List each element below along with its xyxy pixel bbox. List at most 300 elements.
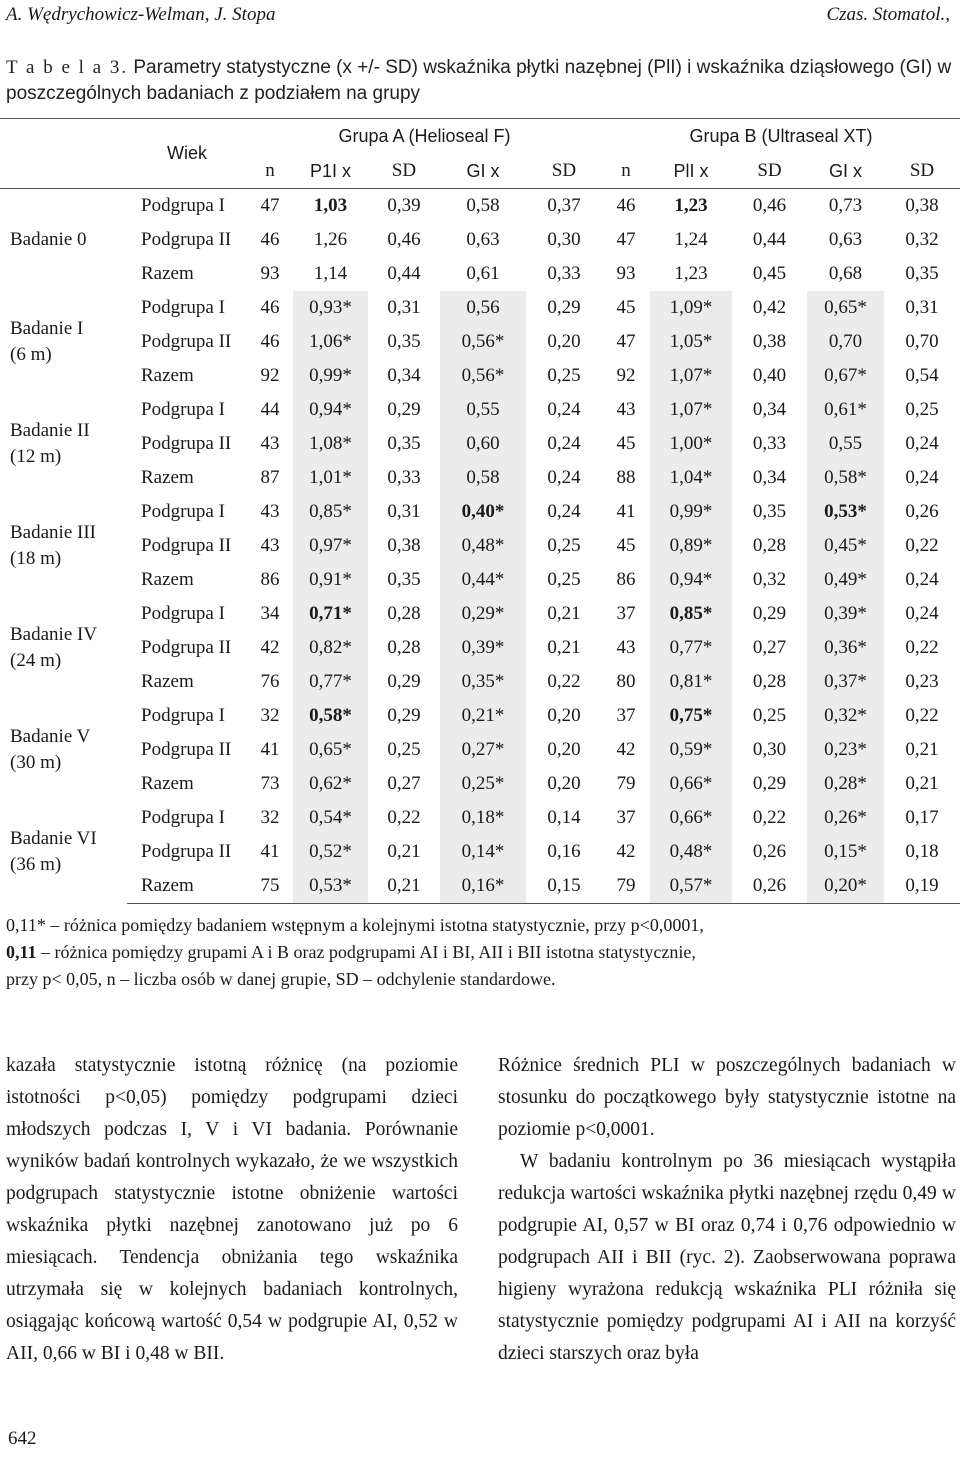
table-cell: 0,18 (905, 841, 939, 862)
table-cell: 0,26 (905, 501, 939, 522)
study-label (0, 291, 127, 393)
table-cell: 0,63 (466, 229, 500, 250)
table-cell: 1,23 (674, 195, 708, 216)
table-cell: 43 (260, 501, 280, 522)
subgroup-name: Podgrupa II (141, 229, 232, 250)
table-cell: 0,32* (807, 699, 884, 733)
table-row (0, 563, 960, 597)
subgroup-name: Podgrupa I (141, 807, 225, 828)
subgroup-name: Podgrupa I (141, 501, 225, 522)
study-label (0, 393, 127, 495)
table-cell: 0,75* (650, 699, 732, 733)
table-cell: 0,53* (293, 869, 368, 904)
left-paragraph: kazała statystycznie istotną różnicę (na poziomie istotności p<0,05) pomiędzy podgrupami dzieci młodszych podczas I, V i VI badania. Porównanie wyników badań kontrolnych wykazało, że we wszystkich podgrupach statystycznie istotne obniżenie wartości wskaźnika płytki nazębnej zanotowano już po 6 miesiącach. Tendencja obniżania tego wskaźnika utrzymała się w kolejnych badaniach kontrolnych, osiągając końcową wartość 0,54 w podgrupie AI, 0,52 w AII, 0,66 w BI i 0,48 w BII. (6, 1055, 458, 1364)
table-cell: 0,24 (905, 467, 939, 488)
study-label (0, 495, 127, 597)
table-cell: 42 (616, 841, 636, 862)
table-cell: 0,21 (547, 637, 581, 658)
table-cell: 0,66* (650, 801, 732, 835)
table-cell: 0,15* (807, 835, 884, 869)
table-cell: 0,27* (440, 733, 526, 767)
table-cell: 46 (616, 195, 636, 216)
table-cell: 0,15 (526, 869, 602, 904)
study-label (0, 597, 127, 699)
table-cell: 0,21 (905, 773, 939, 794)
table-cell: 1,01* (293, 461, 368, 495)
table-cell: 0,22 (905, 705, 939, 726)
study-label-line: Badanie II (10, 420, 90, 441)
table-cell: 0,22 (905, 637, 939, 658)
study-label-line: (6 m) (10, 344, 52, 365)
table-cell: 0,56* (440, 359, 526, 393)
table-cell: 0,39* (807, 597, 884, 631)
table-cell: 45 (616, 297, 636, 318)
table-cell: 0,16* (440, 869, 526, 904)
table-row (0, 325, 960, 359)
table-cell: 0,20 (547, 739, 581, 760)
table-cell: 0,27 (752, 637, 787, 658)
subgroup-name: Podgrupa II (141, 739, 232, 760)
table-cell: 0,22 (387, 807, 421, 828)
table-cell: 75 (247, 869, 293, 904)
study-label-line: Badanie IV (10, 624, 98, 645)
table-cell: 0,56* (440, 325, 526, 359)
footnote-1: 0,11* – różnica pomiędzy badaniem wstępnym a kolejnymi istotna statystycznie, przy p<0,0001, (6, 915, 704, 935)
table-cell: 0,73 (828, 195, 863, 216)
table-cell: 0,61 (466, 263, 500, 284)
table-cell: 0,38 (905, 195, 939, 216)
table-cell: 0,48* (440, 529, 526, 563)
table-cell: 0,32 (905, 229, 939, 250)
table-cell: 80 (616, 671, 636, 692)
subgroup-name: Podgrupa I (141, 603, 225, 624)
table-cell: 0,24 (547, 501, 581, 522)
table-cell: 0,33 (752, 433, 787, 454)
subgroup-name: Podgrupa II (141, 841, 232, 862)
table-cell: 0,54* (293, 801, 368, 835)
table-row (0, 257, 960, 291)
table-row (0, 223, 960, 257)
running-header-journal: Czas. Stomatol., (826, 4, 950, 25)
table-row (0, 665, 960, 699)
table-cell: 0,81* (650, 665, 732, 699)
table-cell: 0,85* (650, 597, 732, 631)
table-cell: 0,24 (547, 467, 581, 488)
table-cell: 46 (260, 229, 280, 250)
table-cell: 0,20 (547, 331, 581, 352)
study-label (0, 801, 127, 904)
table-cell: 1,23 (674, 263, 708, 284)
study-label-line: Badanie VI (10, 828, 97, 850)
table-cell: 0,94* (650, 563, 732, 597)
table-cell: 46 (260, 297, 280, 318)
table-row (0, 801, 960, 835)
subgroup-name: Podgrupa II (141, 433, 232, 454)
table-cell: 0,57* (650, 869, 732, 904)
table-cell: 0,91* (293, 563, 368, 597)
footnote-3: przy p< 0,05, n – liczba osób w danej grupie, SD – odchylenie standardowe. (6, 969, 556, 989)
table-cell: 41 (260, 841, 280, 862)
table-cell: 0,14 (547, 807, 581, 828)
table-cell: 0,65* (293, 733, 368, 767)
table-cell: 92 (260, 365, 280, 386)
table-cell: 47 (616, 229, 636, 250)
table-cell: 32 (260, 807, 280, 828)
table-cell: 88 (616, 467, 636, 488)
running-header-authors: A. Wędrychowicz-Welman, J. Stopa (6, 4, 276, 25)
table-cell: 0,30 (752, 739, 787, 760)
table-cell: 0,60 (440, 427, 526, 461)
table-row (0, 393, 960, 427)
table-row (0, 529, 960, 563)
study-label-line: (18 m) (10, 548, 62, 569)
table-row (0, 461, 960, 495)
table-cell: 1,14 (313, 263, 348, 284)
table-cell: 0,33 (387, 467, 421, 488)
table-cell: 1,07* (650, 359, 732, 393)
table-cell: 0,53* (807, 495, 884, 529)
table-cell: 0,26* (807, 801, 884, 835)
table-cell: 76 (260, 671, 280, 692)
table-cell: 0,28 (752, 535, 787, 556)
table-cell: 0,52* (293, 835, 368, 869)
table-cell: 0,30 (547, 229, 581, 250)
table-cell: 1,00* (650, 427, 732, 461)
table-cell: 0,23 (905, 671, 939, 692)
table-cell: 0,31 (905, 297, 939, 318)
subgroup-name: Podgrupa I (141, 705, 225, 726)
table-cell: 44 (260, 399, 280, 420)
table-cell: 93 (260, 263, 280, 284)
subgroup-name: Podgrupa I (141, 195, 225, 216)
table-cell: 0,36* (807, 631, 884, 665)
column-header: GI x (440, 154, 526, 189)
column-header: SD (732, 154, 807, 189)
table-cell: 0,54 (905, 365, 939, 386)
table-row (0, 699, 960, 733)
table-row (0, 767, 960, 801)
table-cell: 0,29* (440, 597, 526, 631)
study-label-line: Badanie V (10, 726, 91, 747)
table-cell: 0,26 (732, 869, 807, 904)
table-row (0, 733, 960, 767)
table-cell: 42 (260, 637, 280, 658)
footnote-2-text: – różnica pomiędzy grupami A i B oraz podgrupami AI i BI, AII i BII istotna statystycznie, (36, 942, 696, 962)
study-label-line: (36 m) (10, 854, 62, 876)
study-label-line: (24 m) (10, 650, 62, 671)
table-cell: 0,35 (905, 263, 939, 284)
table-cell: 0,44 (387, 263, 421, 284)
table-cell: 0,35 (387, 433, 421, 454)
table-cell: 0,45* (807, 529, 884, 563)
table-cell: 32 (260, 705, 280, 726)
table-cell: 0,35 (387, 569, 421, 590)
table-cell: 0,39 (387, 195, 421, 216)
table-cell: 45 (616, 433, 636, 454)
column-header: SD (884, 154, 960, 189)
table-cell: 37 (616, 807, 636, 828)
table-cell: 47 (616, 331, 636, 352)
table-cell: 0,17 (905, 807, 939, 828)
table-cell: 1,05* (650, 325, 732, 359)
table-cell: 0,28 (752, 671, 787, 692)
table-cell: 0,20 (547, 705, 581, 726)
study-label-line: (30 m) (10, 752, 62, 773)
table-cell: 0,99* (650, 495, 732, 529)
column-header: n (247, 154, 293, 189)
right-paragraph-1: Różnice średnich PLI w poszczególnych badaniach w stosunku do początkowego były statystycznie istotne na poziomie p<0,0001. (498, 1055, 956, 1140)
table-cell: 0,58* (807, 461, 884, 495)
table-cell: 0,27 (387, 773, 421, 794)
table-cell: 1,24 (674, 229, 708, 250)
table-cell: 86 (260, 569, 280, 590)
table-cell: 0,55 (807, 427, 884, 461)
table-cell: 0,21 (387, 841, 421, 862)
table-cell: 0,24 (905, 603, 939, 624)
table-cell: 0,38 (387, 535, 421, 556)
subgroup-name: Razem (141, 263, 194, 284)
table-row (0, 869, 960, 904)
table-cell: 0,21 (905, 739, 939, 760)
subgroup-name: Podgrupa I (141, 297, 225, 318)
table-cell: 0,31 (387, 501, 421, 522)
table-cell: 0,77* (293, 665, 368, 699)
table-cell: 0,85* (293, 495, 368, 529)
table-cell: 42 (616, 739, 636, 760)
table-cell: 43 (616, 399, 636, 420)
table-cell: 0,68 (828, 263, 863, 284)
table-row (0, 359, 960, 393)
table-cell: 37 (616, 705, 636, 726)
table-cell: 0,65* (807, 291, 884, 325)
table-cell: 0,22 (752, 807, 787, 828)
table-cell: 0,39* (440, 631, 526, 665)
study-label (0, 699, 127, 801)
column-header: P1I x (293, 154, 368, 189)
table-cell: 0,56 (440, 291, 526, 325)
table-cell: 0,29 (387, 671, 421, 692)
table-cell: 0,18* (440, 801, 526, 835)
table-cell: 0,44* (440, 563, 526, 597)
table-cell: 37 (616, 603, 636, 624)
subgroup-name: Podgrupa I (141, 399, 225, 420)
study-label-line: Badanie I (10, 318, 84, 339)
subgroup-name: Podgrupa II (141, 331, 232, 352)
table-cell: 0,29 (752, 603, 787, 624)
column-header: SD (368, 154, 440, 189)
group-a-header: Grupa A (Helioseal F) (247, 119, 602, 155)
table-cell: 0,40 (752, 365, 787, 386)
table-cell: 86 (616, 569, 636, 590)
footnote-2-bold: 0,11 (6, 942, 37, 962)
table-cell: 43 (260, 433, 280, 454)
table-cell: 0,25 (547, 365, 581, 386)
table-row (0, 291, 960, 325)
table-cell: 0,24 (905, 433, 939, 454)
table-cell: 0,66* (650, 767, 732, 801)
subgroup-name: Razem (141, 365, 194, 386)
table-cell: 45 (616, 535, 636, 556)
table-cell: 0,45 (752, 263, 787, 284)
table-row (0, 835, 960, 869)
table-cell: 0,31 (387, 297, 421, 318)
table-cell: 0,29 (752, 773, 787, 794)
body-column-left (6, 1050, 458, 1370)
table-cell: 0,89* (650, 529, 732, 563)
subgroup-name: Razem (141, 467, 194, 488)
table-cell: 0,42 (752, 297, 787, 318)
table-cell: 0,55 (440, 393, 526, 427)
table-caption (6, 55, 956, 107)
table-cell: 0,25 (547, 535, 581, 556)
table-cell: 0,77* (650, 631, 732, 665)
table-cell: 0,33 (547, 263, 581, 284)
table-cell: 0,26 (752, 841, 787, 862)
table-cell: 0,24 (547, 399, 581, 420)
subgroup-name: Razem (141, 671, 194, 692)
table-cell: 0,20 (547, 773, 581, 794)
table-cell: 0,21* (440, 699, 526, 733)
table-cell: 0,70 (905, 331, 939, 352)
page-number: 642 (8, 1428, 37, 1449)
table-cell: 0,46 (387, 229, 421, 250)
table-cell: 0,25 (752, 705, 787, 726)
footnote-2 (6, 939, 946, 966)
table-cell: 0,28* (807, 767, 884, 801)
table-cell: 92 (616, 365, 636, 386)
study-label-line: Badanie III (10, 522, 96, 543)
table-cell: 0,44 (752, 229, 787, 250)
table-cell: 0,20* (807, 869, 884, 904)
table-row (0, 189, 960, 224)
column-header: n (602, 154, 650, 189)
table-cell: 0,70 (807, 325, 884, 359)
subgroup-name: Razem (141, 569, 194, 590)
table-cell: 0,22 (905, 535, 939, 556)
table-cell: 0,71* (293, 597, 368, 631)
table-cell: 46 (260, 331, 280, 352)
table-cell: 41 (260, 739, 280, 760)
table-cell: 79 (616, 773, 636, 794)
table-cell: 93 (616, 263, 636, 284)
table-cell: 0,22 (547, 671, 581, 692)
table-cell: 0,35 (387, 331, 421, 352)
table-cell: 0,61* (807, 393, 884, 427)
right-paragraph-2: W badaniu kontrolnym po 36 miesiącach wystąpiła redukcja wartości wskaźnika płytki nazębnej rzędu 0,49 w podgrupie AI, 0,57 w BI oraz 0,74 i 0,76 odpowiednio w podgrupach AII i BII (ryc. 2). Zaobserwowana poprawa higieny wyrażona redukcją wskaźnika PLI różniła się statystycznie pomiędzy podgrupami AI i AII na korzyść dzieci starszych oraz była (498, 1151, 956, 1364)
table-cell: 0,48* (650, 835, 732, 869)
table-cell: 0,35* (440, 665, 526, 699)
table-cell: 0,40* (440, 495, 526, 529)
table-cell: 0,82* (293, 631, 368, 665)
table-cell: 0,34 (387, 365, 421, 386)
study-label-line: Badanie 0 (10, 229, 87, 250)
age-header: Wiek (127, 119, 247, 189)
table-cell: 34 (260, 603, 280, 624)
table-cell: 0,29 (547, 297, 581, 318)
table-cell: 0,34 (752, 467, 787, 488)
table-cell: 0,58 (440, 461, 526, 495)
subgroup-name: Podgrupa II (141, 535, 232, 556)
column-header: SD (526, 154, 602, 189)
study-label (0, 189, 127, 292)
table-cell: 0,58 (466, 195, 500, 216)
table-cell: 1,04* (650, 461, 732, 495)
table-cell: 0,21 (368, 869, 440, 904)
table-cell: 0,28 (387, 603, 421, 624)
table-cell: 0,67* (807, 359, 884, 393)
table-cell: 0,62* (293, 767, 368, 801)
table-cell: 0,38 (752, 331, 787, 352)
table-cell: 0,28 (387, 637, 421, 658)
table-cell: 0,34 (752, 399, 787, 420)
group-b-header: Grupa B (Ultraseal XT) (602, 119, 960, 155)
table-footnotes (6, 912, 946, 993)
table-cell: 43 (616, 637, 636, 658)
table-cell: 0,37* (807, 665, 884, 699)
table-cell: 73 (260, 773, 280, 794)
table-cell: 0,29 (387, 705, 421, 726)
table-cell: 0,32 (752, 569, 787, 590)
table-label: T a b e l a 3. (6, 57, 129, 78)
table-cell: 1,03 (313, 195, 348, 216)
table-cell: 0,23* (807, 733, 884, 767)
table-cell: 47 (260, 195, 280, 216)
table-cell: 43 (260, 535, 280, 556)
table-row (0, 495, 960, 529)
table-cell: 0,16 (547, 841, 581, 862)
table-cell: 1,06* (293, 325, 368, 359)
table-cell: 0,59* (650, 733, 732, 767)
column-header: GI x (807, 154, 884, 189)
study-label-line: (12 m) (10, 446, 62, 467)
subgroup-name: Razem (127, 869, 247, 904)
table-row (0, 631, 960, 665)
table-cell: 0,99* (293, 359, 368, 393)
table-cell: 0,94* (293, 393, 368, 427)
table-cell: 87 (260, 467, 280, 488)
table-cell: 0,14* (440, 835, 526, 869)
statistics-table (0, 118, 960, 904)
table-cell: 0,46 (752, 195, 787, 216)
table-cell: 0,29 (387, 399, 421, 420)
subgroup-name: Razem (141, 773, 194, 794)
column-header: PlI x (650, 154, 732, 189)
table-cell: 0,97* (293, 529, 368, 563)
table-cell: 0,25 (387, 739, 421, 760)
table-row (0, 427, 960, 461)
table-cell: 0,93* (293, 291, 368, 325)
table-cell: 0,37 (547, 195, 581, 216)
table-cell: 0,49* (807, 563, 884, 597)
body-column-right (498, 1050, 956, 1370)
table-cell: 41 (616, 501, 636, 522)
table-cell: 0,25* (440, 767, 526, 801)
table-caption-text: Parametry statystyczne (x +/- SD) wskaźnika płytki nazębnej (PlI) i wskaźnika dziąsłowego (GI) w poszczególnych badaniach z podziałem na grupy (6, 57, 952, 104)
table-cell: 0,58* (293, 699, 368, 733)
table-cell: 0,19 (884, 869, 960, 904)
table-row (0, 597, 960, 631)
table-cell: 0,21 (547, 603, 581, 624)
table-cell: 0,63 (828, 229, 863, 250)
table-cell: 1,08* (293, 427, 368, 461)
table-cell: 79 (602, 869, 650, 904)
table-cell: 0,25 (547, 569, 581, 590)
table-cell: 1,26 (313, 229, 348, 250)
table-cell: 1,09* (650, 291, 732, 325)
table-cell: 0,35 (752, 501, 787, 522)
table-cell: 1,07* (650, 393, 732, 427)
subgroup-name: Podgrupa II (141, 637, 232, 658)
